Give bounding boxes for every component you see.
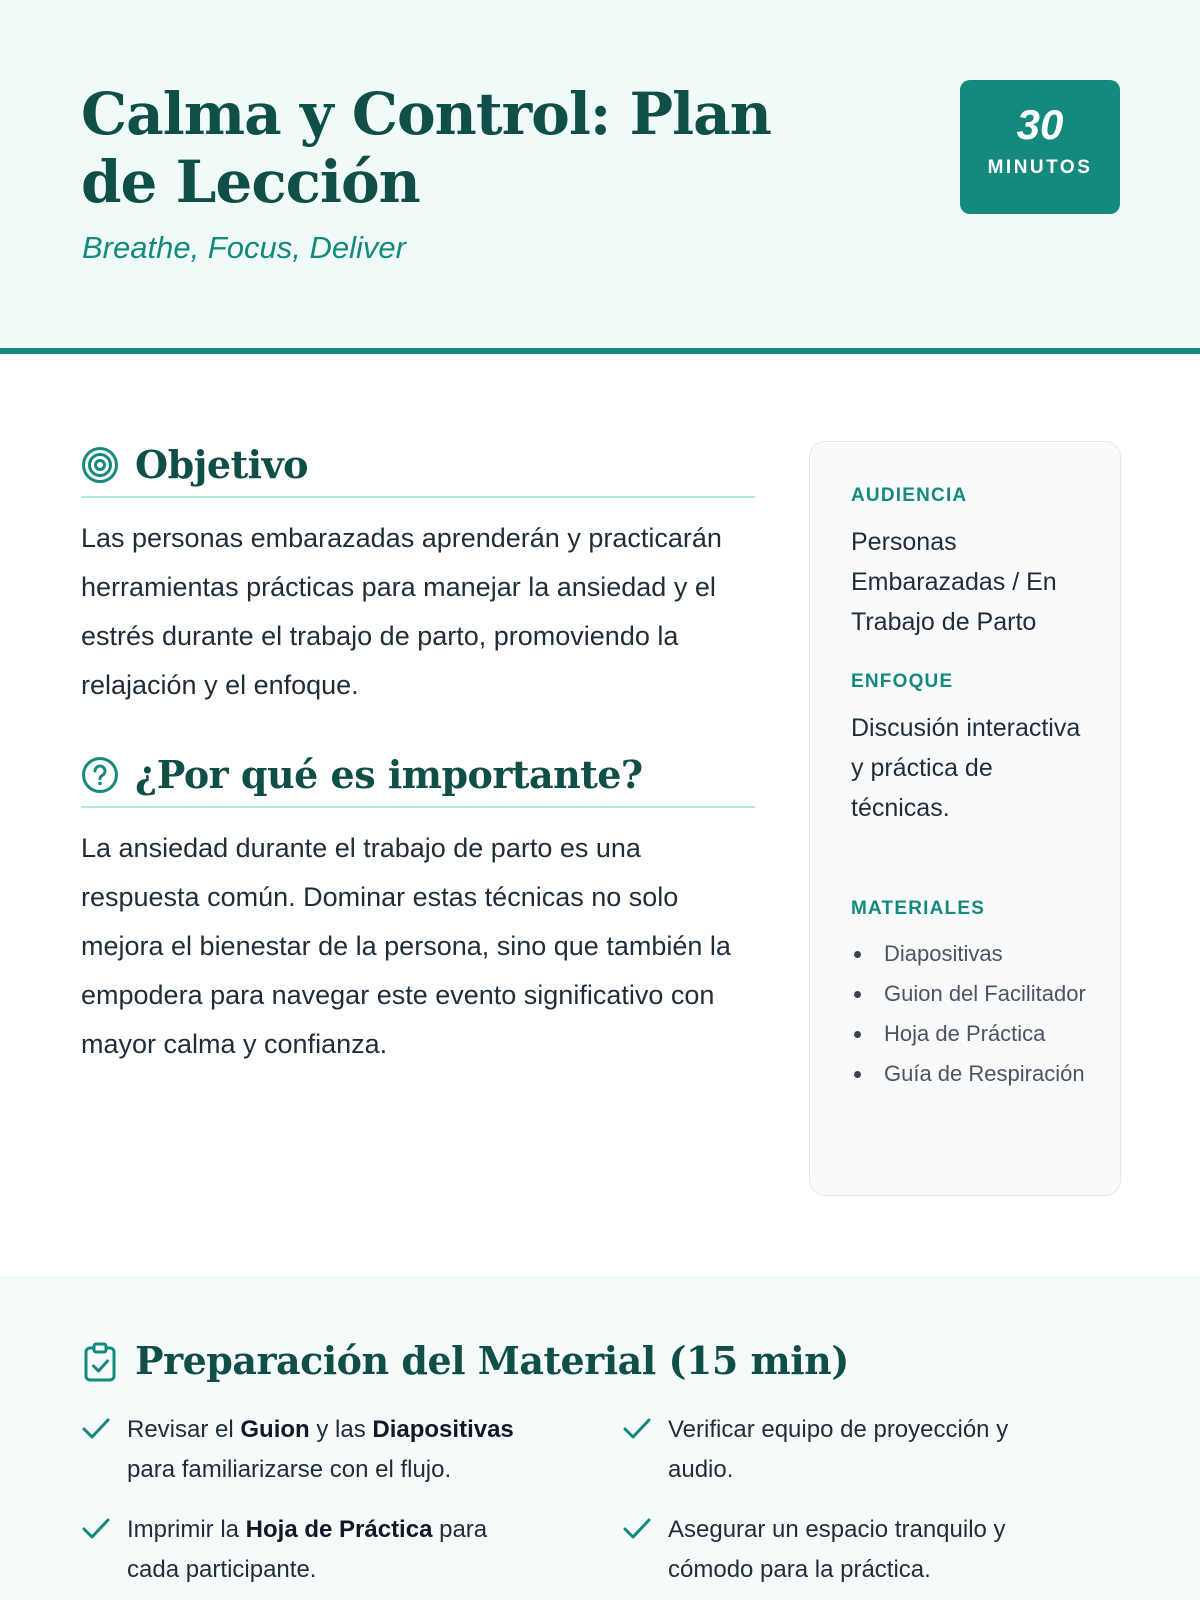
lesson-info-card — [809, 441, 1121, 1196]
audience-value: Personas Embarazadas / En Trabajo de Parto — [851, 528, 1057, 636]
preparation-title: Preparación del Material (15 min) — [135, 1338, 849, 1383]
duration-unit: MINUTOS — [987, 157, 1093, 178]
list-item: Guion del Facilitador — [851, 977, 1091, 1010]
checkmark-icon — [81, 1416, 111, 1442]
target-icon — [81, 446, 119, 484]
question-circle-icon — [81, 756, 119, 794]
prep-item-3 — [81, 1510, 521, 1590]
duration-badge — [960, 80, 1120, 214]
objective-text: Las personas embarazadas aprenderán y practicarán herramientas prácticas para manejar la ansiedad y el estrés durante el trabajo de parto, promoviendo la relajación y el enfoque. — [81, 523, 722, 700]
page-title: Calma y Control: Plan de Lección — [81, 80, 771, 216]
prep-item-1 — [81, 1410, 521, 1490]
prep-item-text: Revisar el — [127, 1416, 241, 1443]
prep-item-bold: Guion — [240, 1416, 310, 1443]
importance-title: ¿Por qué es importante? — [135, 752, 643, 797]
importance-heading — [81, 750, 755, 808]
prep-item-text: Verificar equipo de proyección y audio. — [668, 1416, 1009, 1483]
list-item: Diapositivas — [851, 937, 1091, 970]
prep-item-4 — [622, 1510, 1062, 1590]
prep-item-bold: Diapositivas — [372, 1416, 514, 1443]
clipboard-check-icon — [81, 1342, 119, 1382]
checkmark-icon — [81, 1516, 111, 1542]
prep-item-text: Asegurar un espacio tranquilo y cómodo para la práctica. — [668, 1516, 1006, 1583]
prep-item-bold: Hoja de Práctica — [245, 1516, 433, 1543]
prep-item-text: y las — [309, 1416, 373, 1443]
checkmark-icon — [622, 1516, 652, 1542]
page-header — [0, 0, 1200, 354]
list-item: Guía de Respiración — [851, 1057, 1091, 1090]
prep-item-text: Imprimir la — [127, 1516, 246, 1543]
importance-text: La ansiedad durante el trabajo de parto es una respuesta común. Dominar estas técnicas no solo mejora el bienestar de la persona, sino que también la empodera para navegar este evento significativo con mayor calma y confianza. — [81, 833, 731, 1059]
objective-title: Objetivo — [135, 442, 309, 487]
prep-item-2 — [622, 1410, 1062, 1490]
duration-value: 30 — [1016, 101, 1064, 148]
focus-label: ENFOQUE — [851, 671, 954, 692]
prep-item-text: para familiarizarse con el flujo. — [127, 1456, 452, 1483]
objective-heading — [81, 440, 755, 498]
preparation-section — [0, 1276, 1200, 1600]
focus-value: Discusión interactiva y práctica de técnicas. — [851, 714, 1081, 822]
prep-item-text: para cada participante. — [127, 1516, 488, 1583]
materials-label: MATERIALES — [851, 898, 986, 919]
checkmark-icon — [622, 1416, 652, 1442]
list-item: Hoja de Práctica — [851, 1017, 1091, 1050]
materials-list — [851, 937, 1091, 1097]
page-subtitle: Breathe, Focus, Deliver — [82, 230, 406, 265]
audience-label: AUDIENCIA — [851, 485, 968, 506]
